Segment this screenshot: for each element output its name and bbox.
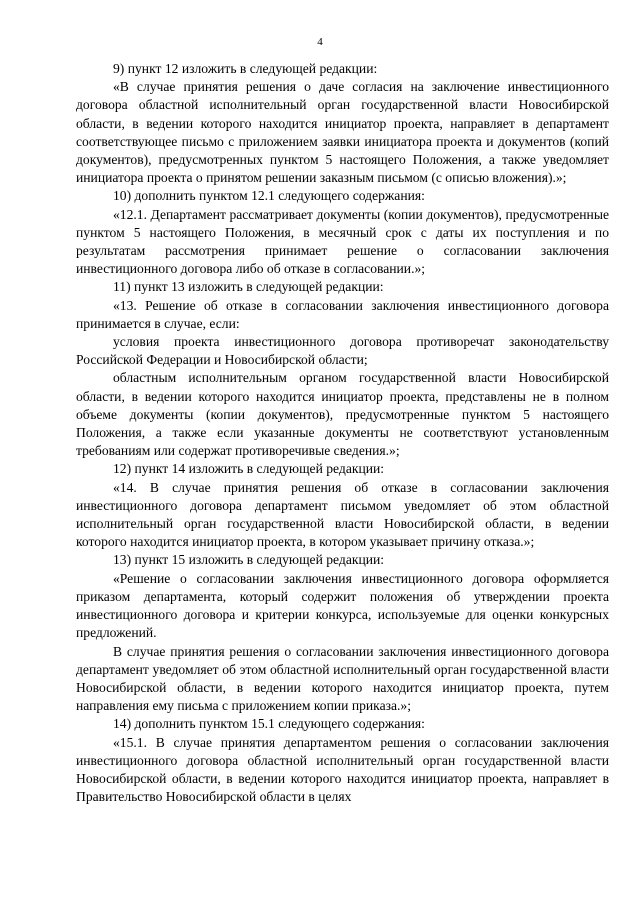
paragraph-item-13-heading: 13) пункт 15 изложить в следующей редакции: [113, 552, 385, 568]
paragraph-item-9-heading: 9) пункт 12 изложить в следующей редакции: [113, 61, 378, 76]
paragraph-item-9-text: «В случае принятия решения о даче согласия на заключение инвестиционного договора областной исполнительный орган государственной власти Новосибирской области, в ведении которого находится инициатор проекта, направляет в департамент соответствующее письмо с приложением заявки инициатора проекта и документов (копий документов), предусмотренных пунктом 5 настоящего Положения, а также уведомляет инициатора проекта о принятом решении заказным письмом (с описью вложения).»; [76, 79, 609, 186]
paragraph-item-13-text: «Решение о согласовании заключения инвестиционного договора оформляется приказом департамента, который содержит положения об утверждении проекта инвестиционного договора и критерии конкурса, используемые для оценки конкурсных предложений. [76, 570, 609, 641]
page-number: 4 [317, 36, 323, 48]
paragraph-item-12-heading: 12) пункт 14 изложить в следующей редакции: [113, 461, 385, 477]
document-body [76, 60, 609, 806]
paragraph-item-14-heading: 14) дополнить пунктом 15.1 следующего содержания: [113, 716, 425, 732]
paragraph-item-14-text: «15.1. В случае принятия департаментом решения о согласовании заключения инвестиционного договора областной исполнительный орган государственной власти Новосибирской области, в ведении которого находится инициатор проекта, направляет в Правительство Новосибирской области в целях [76, 734, 609, 805]
paragraph-item-12-text: «14. В случае принятия решения об отказе в согласовании заключения инвестиционного договора департамент письмом уведомляет об этом областной исполнительный орган государственной власти Новосибирской области, в ведении которого находится инициатор проекта, в котором указывает причину отказа.»; [76, 479, 609, 550]
paragraph-item-10-heading: 10) дополнить пунктом 12.1 следующего содержания: [113, 188, 425, 204]
paragraph-item-10-text: «12.1. Департамент рассматривает документы (копии документов), предусмотренные пунктом 5 настоящего Положения, в месячный срок с даты их поступления и по результатам рассмотрения принимает решение о согласовании заключения инвестиционного договора либо об отказе в согласовании.»; [76, 206, 609, 277]
paragraph-item-11-text: «13. Решение об отказе в согласовании заключения инвестиционного договора принимается в случае, если: [76, 297, 609, 331]
paragraph-item-11-heading: 11) пункт 13 изложить в следующей редакции: [113, 279, 384, 295]
paragraph-item-11-condition-2: областным исполнительным органом государственной власти Новосибирской области, в ведении которого находится инициатор проекта, представлены не в полном объеме документы (копии документов), предусмотренные пунктом 5 настоящего Положения, а также если указанные документы не соответствуют установленным требованиям или содержат противоречивые сведения.»; [76, 370, 609, 459]
paragraph-item-11-condition-1: условия проекта инвестиционного договора противоречат законодательству Российской Федерации и Новосибирской области; [76, 334, 609, 368]
paragraph-item-13-text-2: В случае принятия решения о согласовании заключения инвестиционного договора департамент уведомляет об этом областной исполнительный орган государственной власти Новосибирской области, в ведении которого находится инициатор проекта, путем направления ему письма с приложением копии приказа.»; [76, 643, 609, 714]
